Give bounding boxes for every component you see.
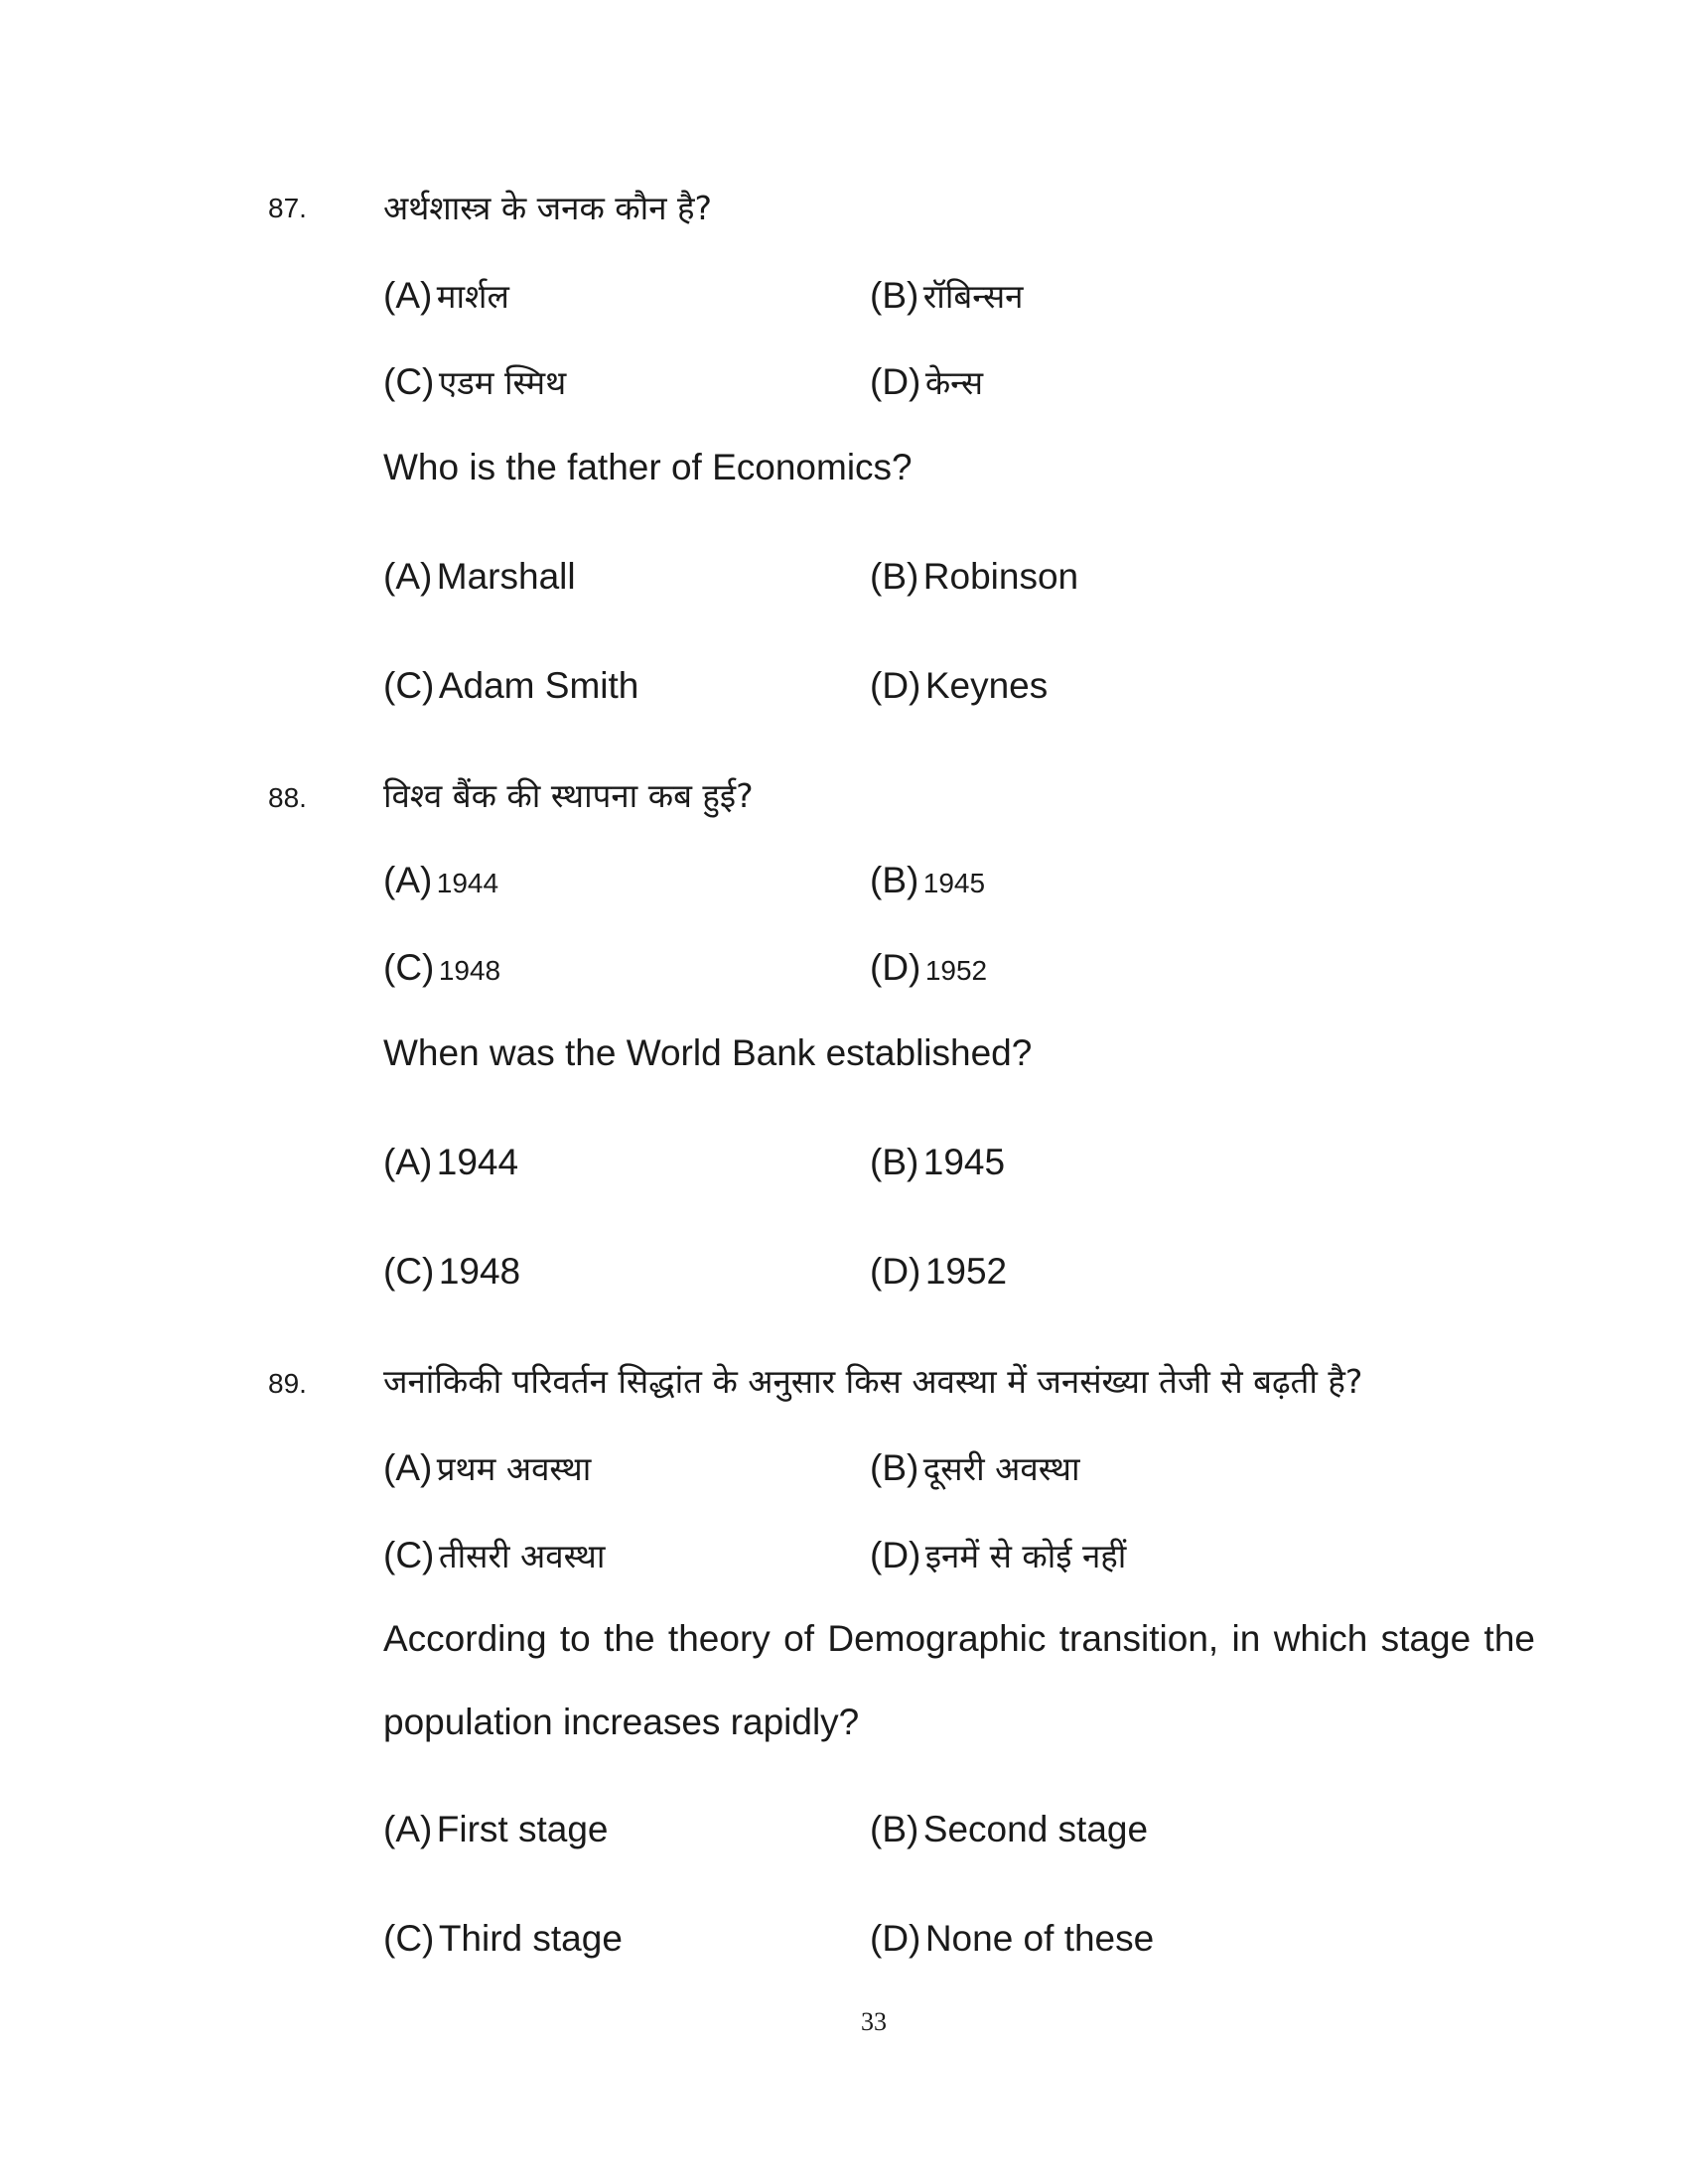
option-text: मार्शल — [436, 277, 509, 316]
option-letter: (B) — [870, 275, 919, 316]
question-number: 89. — [268, 1368, 307, 1399]
option-d-english — [870, 665, 1048, 707]
option-letter: (D) — [870, 1918, 921, 1959]
option-text: None of these — [924, 1918, 1155, 1959]
option-text: इनमें से कोई नहीं — [924, 1537, 1127, 1575]
option-letter: (A) — [383, 1809, 433, 1849]
option-b-english — [870, 556, 1078, 598]
option-letter: (D) — [870, 665, 921, 706]
option-letter: (D) — [870, 947, 921, 988]
option-d-hindi — [870, 359, 983, 404]
question-stem-hindi: विश्व बैंक की स्थापना कब हुई? — [383, 776, 754, 815]
option-a-english — [383, 556, 576, 598]
option-text: 1944 — [436, 868, 499, 898]
question-stem-hindi: जनांकिकी परिवर्तन सिद्धांत के अनुसार किस अवस्था में जनसंख्या तेजी से बढ़ती है? — [383, 1362, 1363, 1401]
option-letter: (D) — [870, 1535, 921, 1575]
option-letter: (A) — [383, 556, 433, 597]
option-text: 1945 — [922, 1142, 1006, 1182]
option-letter: (A) — [383, 275, 433, 316]
option-text: 1952 — [924, 1251, 1008, 1292]
option-a-hindi — [383, 273, 509, 318]
option-d-english — [870, 1251, 1007, 1293]
option-text: First stage — [436, 1809, 609, 1849]
option-a-hindi — [383, 1445, 591, 1490]
option-letter: (A) — [383, 1447, 433, 1488]
option-c-hindi — [383, 947, 500, 989]
question-stem-english-line-1: According to the theory of Demographic transition, in which stage the — [383, 1618, 1535, 1659]
option-letter: (C) — [383, 947, 435, 988]
option-text: दूसरी अवस्था — [922, 1449, 1080, 1488]
question-stem-english-line-2: population increases rapidly? — [383, 1702, 860, 1742]
option-letter: (D) — [870, 1251, 921, 1292]
option-letter: (B) — [870, 1142, 919, 1182]
option-letter: (C) — [383, 665, 435, 706]
option-letter: (C) — [383, 361, 435, 402]
option-c-english — [383, 1251, 520, 1293]
option-letter: (B) — [870, 1447, 919, 1488]
option-text: 1944 — [436, 1142, 519, 1182]
option-letter: (C) — [383, 1251, 435, 1292]
question-number: 88. — [268, 782, 307, 813]
option-letter: (D) — [870, 361, 921, 402]
option-d-english — [870, 1918, 1154, 1960]
option-text: एडम स्मिथ — [438, 363, 567, 402]
option-letter: (B) — [870, 1809, 919, 1849]
option-c-hindi — [383, 1533, 605, 1577]
option-text: Keynes — [924, 665, 1049, 706]
option-text: 1948 — [438, 955, 501, 986]
option-letter: (B) — [870, 860, 919, 900]
option-text: Second stage — [922, 1809, 1149, 1849]
option-text: केन्स — [924, 363, 984, 402]
option-letter: (A) — [383, 1142, 433, 1182]
option-a-english — [383, 1142, 518, 1183]
option-b-english — [870, 1142, 1005, 1183]
question-stem-hindi: अर्थशास्त्र के जनक कौन है? — [383, 189, 713, 227]
option-text: 1945 — [922, 868, 986, 898]
option-c-hindi — [383, 359, 566, 404]
page-number: 33 — [861, 2007, 887, 2036]
option-text: प्रथम अवस्था — [436, 1449, 592, 1488]
option-b-english — [870, 1809, 1148, 1850]
option-letter: (A) — [383, 860, 433, 900]
option-c-english — [383, 1918, 623, 1960]
option-b-hindi — [870, 1445, 1080, 1490]
question-number: 87. — [268, 193, 307, 223]
option-text: Adam Smith — [438, 665, 639, 706]
option-text: 1948 — [438, 1251, 521, 1292]
question-stem-english: Who is the father of Economics? — [383, 447, 913, 487]
question-stem-english: When was the World Bank established? — [383, 1032, 1033, 1073]
option-a-english — [383, 1809, 609, 1850]
option-d-hindi — [870, 947, 987, 989]
option-letter: (B) — [870, 556, 919, 597]
option-text: तीसरी अवस्था — [438, 1537, 606, 1575]
option-text: Robinson — [922, 556, 1079, 597]
option-text: 1952 — [924, 955, 988, 986]
option-a-hindi — [383, 860, 498, 901]
option-text: रॉबिन्सन — [922, 277, 1024, 316]
option-b-hindi — [870, 273, 1023, 318]
option-letter: (C) — [383, 1918, 435, 1959]
option-c-english — [383, 665, 638, 707]
option-letter: (C) — [383, 1535, 435, 1575]
option-b-hindi — [870, 860, 985, 901]
option-text: Marshall — [436, 556, 576, 597]
option-text: Third stage — [438, 1918, 623, 1959]
option-d-hindi — [870, 1533, 1126, 1577]
